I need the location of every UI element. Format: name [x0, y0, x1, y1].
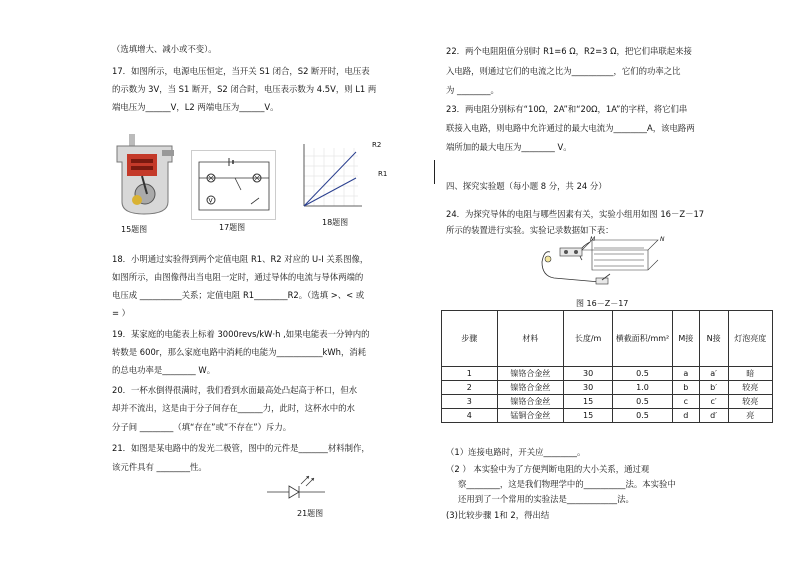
section-4-title: 四、探究实验题（每小题 8 分，共 24 分） — [446, 181, 607, 191]
fig-label-n: N — [660, 236, 665, 243]
q21-line1: 21．如图是某电路中的发光二极管，图中的元件是_______材料制作， — [112, 443, 370, 453]
cell: 暗 — [728, 367, 772, 381]
header-step: 步骤 — [442, 311, 498, 367]
q22-line2: 入电路，则通过它们的电流之比为__________，它们的功率之比 — [446, 66, 681, 76]
q22-line3: 为 ________。 — [446, 85, 499, 95]
table-header-row — [442, 311, 773, 367]
q24-sub2-line2: 察________，这是我们物理学中的__________法。本实验中 — [458, 479, 676, 489]
q24-sub3: (3)比较步骤 1和 2，得出结 — [446, 510, 550, 520]
header-brightness: 灯泡亮度 — [728, 311, 772, 367]
ui-graph-18 — [296, 140, 366, 212]
cell: a′ — [699, 367, 728, 381]
q24-sub1: （1）连接电路时，开关应________。 — [446, 447, 586, 457]
cell: 15 — [564, 395, 613, 409]
graph-label-r1: R1 — [378, 170, 388, 178]
table-row — [442, 367, 773, 381]
cell: 镍铬合金丝 — [497, 367, 564, 381]
cell: 0.5 — [613, 409, 673, 423]
cell: 15 — [564, 409, 613, 423]
q18-line1: 18．小明通过实验得到两个定值电阻 R1、R2 对应的 U-I 关系图像， — [112, 254, 369, 264]
cell: 亮 — [728, 409, 772, 423]
q23-line2: 联接入电路，则电路中允许通过的最大电流为________A，该电路两 — [446, 123, 695, 133]
table-row — [442, 409, 773, 423]
cell: 较亮 — [728, 381, 772, 395]
cell: 3 — [442, 395, 498, 409]
q17-line1: 17．如图所示，电源电压恒定，当开关 S1 闭合，S2 断开时，电压表 — [112, 66, 370, 76]
q18-line4: = ） — [112, 308, 131, 318]
cell: 30 — [564, 381, 613, 395]
engine-figure — [107, 132, 187, 217]
led-diode-icon — [265, 472, 335, 504]
apparatus-figure — [530, 236, 670, 296]
cell: b — [673, 381, 700, 395]
q19-line2: 转数是 600r，那么家庭电路中消耗的电能为___________kWh，消耗 — [112, 347, 367, 357]
cell: d — [673, 409, 700, 423]
cell: d′ — [699, 409, 728, 423]
cell: 较亮 — [728, 395, 772, 409]
cell: 锰铜合金丝 — [497, 409, 564, 423]
header-m: M接 — [673, 311, 700, 367]
q24-line1: 24．为探究导体的电阻与哪些因素有关，实验小组用如图 16－Z－17 — [446, 209, 705, 219]
experiment-table — [441, 310, 773, 423]
caption-21: 21题图 — [297, 509, 324, 518]
q24-sub2-line1: （2 ） 本实验中为了方便判断电阻的大小关系，通过观 — [446, 464, 650, 474]
header-area: 横截面积/mm² — [613, 311, 673, 367]
circuit-figure-17 — [191, 150, 276, 220]
header-material: 材料 — [497, 311, 564, 367]
graph-label-r2: R2 — [372, 141, 382, 149]
q21-line2: 该元件具有 ________性。 — [112, 462, 207, 472]
table-row — [442, 395, 773, 409]
q22-line1: 22．两个电阻阻值分别时 R1=6 Ω，R2=3 Ω，把它们串联起来接 — [446, 46, 692, 56]
q23-line1: 23．两电阻分别标有“10Ω，2A”和“20Ω，1A”的字样，将它们串 — [446, 104, 688, 114]
cell: c — [673, 395, 700, 409]
cell: b′ — [699, 381, 728, 395]
q20-line2: 却并不流出，这是由于分子间存在______力，此时，这杯水中的水 — [112, 403, 355, 413]
q23-line3: 端所加的最大电压为________ V。 — [446, 142, 572, 152]
q18-line2: 如图所示，由图像得出当电阻一定时，通过导体的电流与导体两端的 — [112, 272, 364, 282]
q19-line1: 19．某家庭的电能表上标着 3000revs/kW·h ,如果电能表一分钟内的 — [112, 329, 370, 339]
q24-sub2-line3: 还用到了一个常用的实验法是____________法。 — [458, 494, 634, 504]
cell: 镍铬合金丝 — [497, 395, 564, 409]
fig-label-m: M — [590, 236, 596, 243]
cell: c′ — [699, 395, 728, 409]
caption-15: 15题图 — [121, 225, 148, 234]
header-n: N接 — [699, 311, 728, 367]
cell: 2 — [442, 381, 498, 395]
cell: 镍铬合金丝 — [497, 381, 564, 395]
table-row — [442, 381, 773, 395]
column-divider — [434, 160, 435, 184]
q17-line2: 的示数为 3V，当 S1 断开，S2 闭合时，电压表示数为 4.5V，则 L1 两 — [112, 84, 377, 94]
cell: 1 — [442, 367, 498, 381]
q19-line3: 的总电功率是________ W。 — [112, 365, 216, 375]
q24-line2: 所示的装置进行实验。实验记录数据如下表： — [446, 225, 614, 235]
q17-line3: 端电压为______V，L2 两端电压为______V。 — [112, 102, 279, 112]
cell: 30 — [564, 367, 613, 381]
cell: 1.0 — [613, 381, 673, 395]
cell: 0.5 — [613, 367, 673, 381]
cell: a — [673, 367, 700, 381]
q20-line3: 分子间 ________（填“存在”或“不存在”）斥力。 — [112, 422, 292, 432]
figure-caption-16-z-17: 图 16－Z－17 — [576, 299, 629, 308]
svg-text:V: V — [208, 197, 213, 205]
q18-line3: 电压成 __________关系；定值电阻 R1________R2。（选填 >、< 或 — [112, 290, 365, 300]
caption-18: 18题图 — [322, 218, 349, 227]
cell: 0.5 — [613, 395, 673, 409]
q20-line1: 20．一杯水倒得很满时，我们看到水面最高处凸起高于杯口，但水 — [112, 385, 358, 395]
cell: 4 — [442, 409, 498, 423]
header-length: 长度/m — [564, 311, 613, 367]
caption-17: 17题图 — [219, 223, 246, 232]
q16-tail: （选填增大、减小或不变）。 — [112, 44, 217, 54]
